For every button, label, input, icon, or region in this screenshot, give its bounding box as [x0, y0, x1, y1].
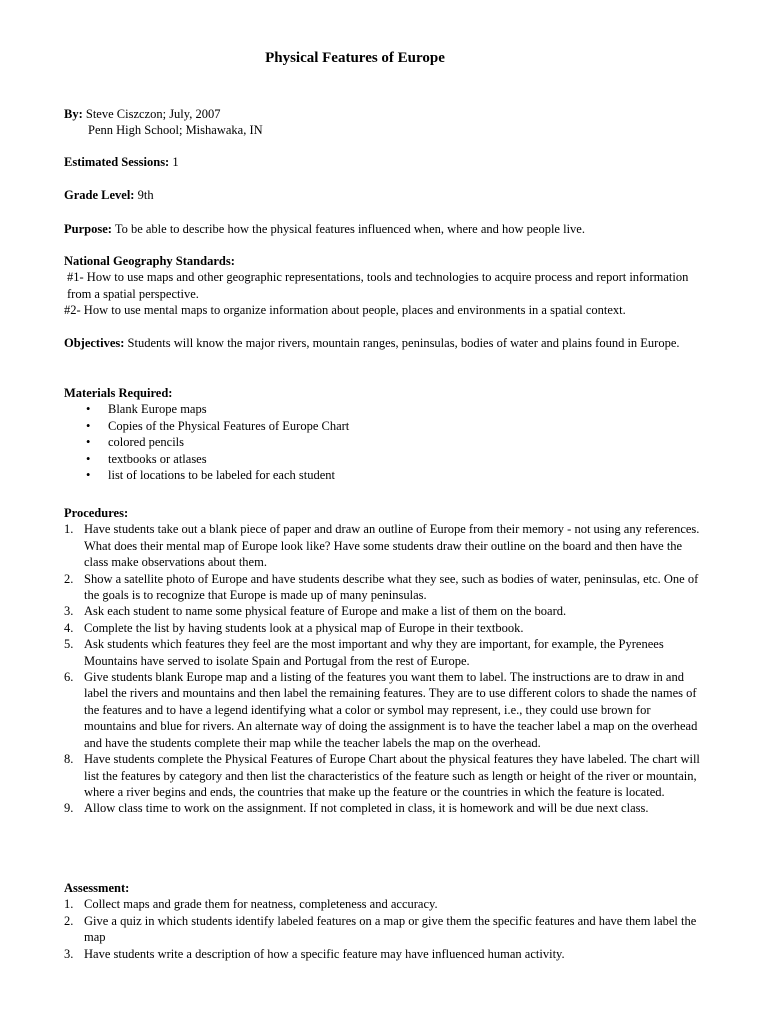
purpose-text: To be able to describe how the physical features influenced when, where and how people live. [114, 222, 585, 236]
sessions-label: Estimated Sessions: [64, 155, 170, 169]
list-item: • colored pencils [86, 435, 185, 450]
list-item: • list of locations to be labeled for each student [86, 468, 336, 483]
list-item: 1. Have students take out a blank piece of paper and draw an outline of Europe from their memory - not using any references. What does their mental map of Europe look like? Have some students draw their outline on the board and then have the class make observations about them. [64, 522, 700, 570]
list-item: 9. Allow class time to work on the assignment. If not completed in class, it is homework and will be due next class. [64, 801, 649, 816]
standards-label: National Geography Standards: [64, 254, 235, 268]
grade-label: Grade Level: [64, 188, 135, 202]
author-line: Steve Ciszczon; July, 2007 [85, 107, 221, 121]
page-title: Physical Features of Europe [265, 50, 445, 66]
assessment-block [64, 880, 704, 962]
list-item: 8. Have students complete the Physical Features of Europe Chart about the physical features they have labeled. The chart will list the features by category and then list the characteristics of the feature such as length or height of the river or mountain, where a river begins and ends, the countries that make up the feature or the countries in which the feature is located. [64, 752, 700, 799]
purpose-label: Purpose: [64, 222, 112, 236]
standards-block [64, 253, 704, 319]
list-item: • Copies of the Physical Features of Europe Chart [86, 418, 350, 433]
materials-label: Materials Required: [64, 386, 173, 400]
assessment-label: Assessment: [64, 881, 130, 895]
list-item: 2. Give a quiz in which students identify labeled features on a map or give them the specific features and have them label the map [64, 913, 697, 945]
assessment-list [64, 896, 704, 962]
sessions-block [64, 154, 704, 170]
standard-item: #2- How to use mental maps to organize information about people, places and environments in a spatial context. [64, 303, 626, 318]
list-item: 3. Ask each student to name some physical feature of Europe and make a list of them on the board. [64, 604, 567, 619]
procedures-block [64, 505, 704, 817]
procedures-label: Procedures: [64, 506, 129, 520]
school-line: Penn High School; Mishawaka, IN [88, 123, 263, 138]
list-item: • Blank Europe maps [86, 402, 207, 417]
bullet: • [86, 468, 91, 483]
by-label: By: [64, 107, 83, 121]
list-item: 2. Show a satellite photo of Europe and have students describe what they see, such as bodies of water, peninsulas, etc. One of the goals is to recognize that Europe is made up of many peninsulas. [64, 571, 699, 603]
objectives-text: Students will know the major rivers, mountain ranges, peninsulas, bodies of water and plains found in Europe. [127, 336, 680, 350]
objectives-label: Objectives: [64, 336, 125, 350]
list-item: • textbooks or atlases [86, 451, 207, 466]
grade-block [64, 187, 704, 203]
procedures-list [64, 521, 704, 816]
bullet: • [86, 402, 91, 417]
materials-list [64, 401, 704, 483]
list-item: 3. Have students write a description of how a specific feature may have influenced human activity. [64, 946, 565, 961]
purpose-block [64, 221, 704, 237]
grade-value: 9th [137, 188, 154, 202]
objectives-block [64, 335, 704, 351]
bullet: • [86, 435, 91, 450]
list-item: 6. Give students blank Europe map and a listing of the features you want them to label. The instructions are to draw in and label the rivers and mountains and then label the remaining features. They are to use different colors to shade the names of the features and to have a legend identifying what a color or symbol may represent, i.e., they could use brown for mountains and blue for rivers. An alternate way of doing the assignment is to have the teacher label a map on the overhead and have the students complete their map while the teacher labels the map on the overhead. [64, 670, 698, 750]
materials-block [64, 385, 704, 483]
standard-item: #1- How to use maps and other geographic representations, tools and technologies to acquire process and report information from a spatial perspective. [67, 270, 689, 301]
list-item: 4. Complete the list by having students look at a physical map of Europe in their textbook. [64, 620, 524, 635]
sessions-value: 1 [172, 155, 179, 169]
bullet: • [86, 451, 91, 466]
list-item: 1. Collect maps and grade them for neatness, completeness and accuracy. [64, 897, 438, 912]
author-block [64, 106, 704, 139]
list-item: 5. Ask students which features they feel are the most important and why they are important, for example, the Pyrenees Mountains have served to isolate Spain and Portugal from the rest of Europe. [64, 637, 664, 668]
bullet: • [86, 418, 91, 433]
